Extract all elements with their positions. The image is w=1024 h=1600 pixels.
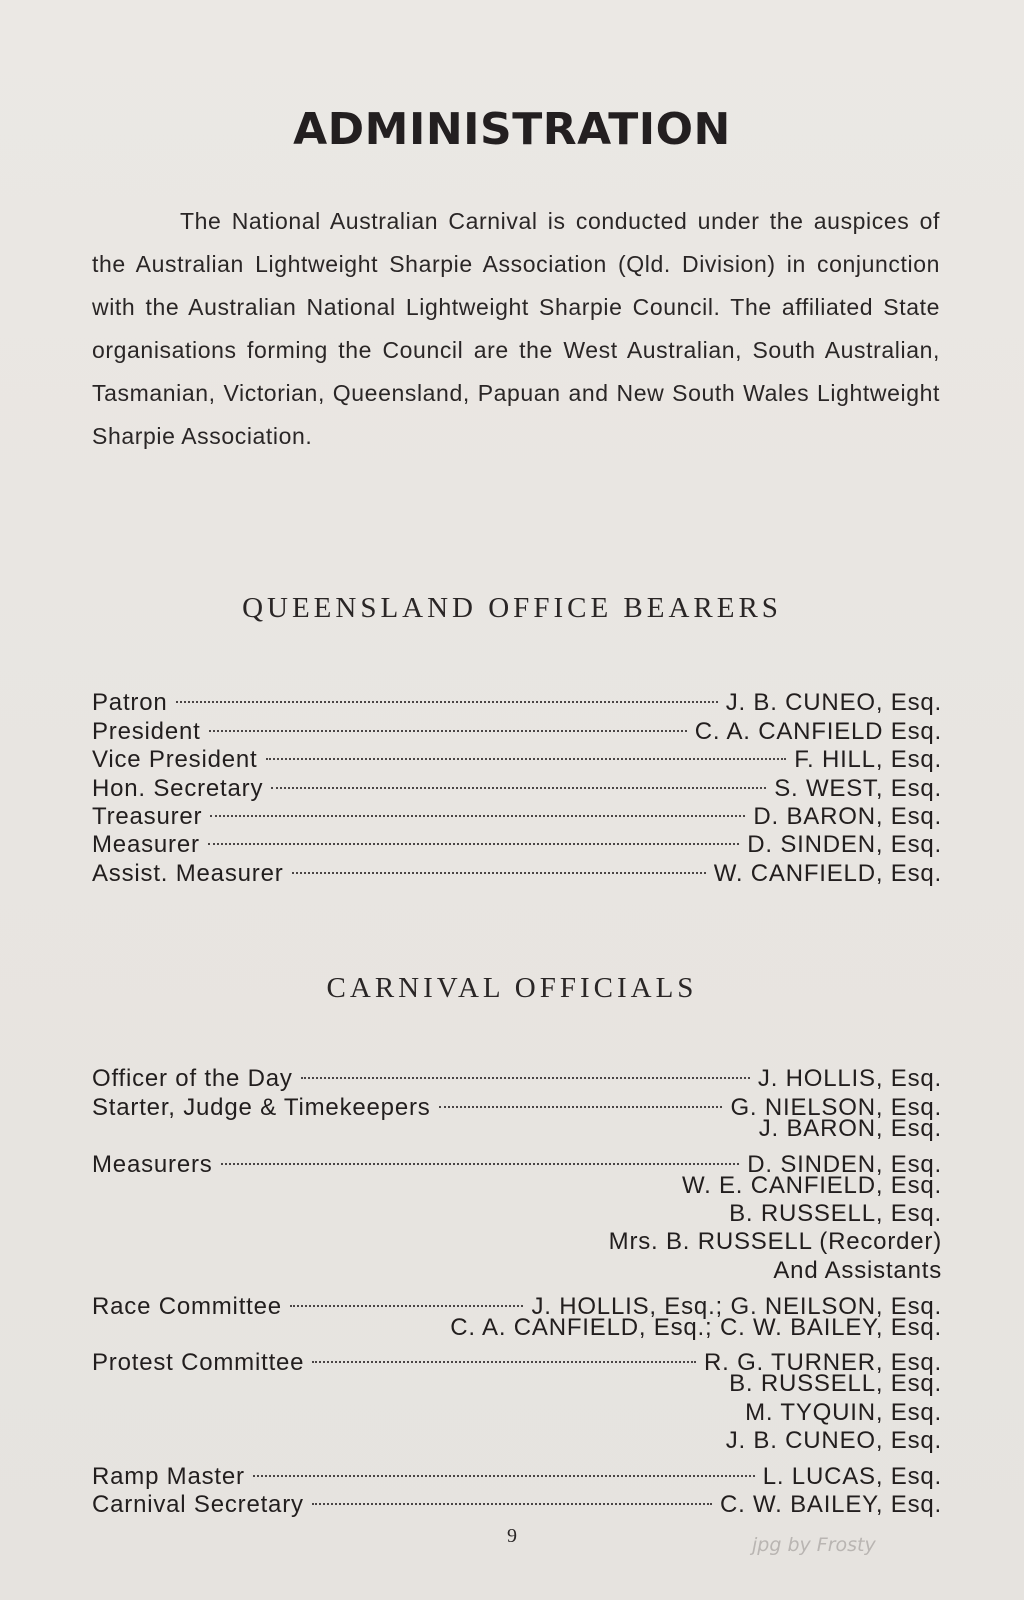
role-label: Starter, Judge & Timekeepers [92, 1093, 431, 1121]
roster-row-officer-of-the-day [92, 1058, 942, 1093]
roster-row-measurers [92, 1143, 942, 1178]
role-label: Vice President [92, 746, 258, 774]
dot-leader [209, 710, 687, 738]
role-label: Officer of the Day [92, 1065, 293, 1093]
dot-leader [312, 1342, 696, 1370]
role-label: Treasurer [92, 802, 203, 830]
dot-leader [292, 852, 706, 880]
role-label: President [92, 717, 201, 745]
role-label: Race Committee [92, 1292, 282, 1320]
person-name-continued: W. E. CANFIELD, Esq. [681, 1171, 942, 1199]
dot-leader [439, 1086, 723, 1114]
person-name: L. LUCAS, Esq. [762, 1462, 942, 1490]
roster-row-patron [92, 682, 942, 717]
role-label: Ramp Master [92, 1462, 245, 1490]
roster-row-protest-committee [92, 1342, 942, 1377]
role-label: Measurer [92, 831, 200, 859]
person-name: S. WEST, Esq. [774, 774, 942, 802]
dot-leader [290, 1285, 524, 1313]
page-number: 9 [507, 1525, 517, 1547]
person-name-continued: M. TYQUIN, Esq. [745, 1398, 942, 1426]
dot-leader [271, 767, 766, 795]
person-name-continued: B. RUSSELL, Esq. [729, 1199, 942, 1227]
person-name: J. HOLLIS, Esq.; G. NEILSON, Esq. [531, 1292, 942, 1320]
roster-row-ramp-master [92, 1455, 942, 1490]
dot-leader [301, 1058, 750, 1086]
carnival-officials-heading: CARNIVAL OFFICIALS [326, 972, 698, 1004]
person-name: W. CANFIELD, Esq. [713, 859, 942, 887]
person-name-continued: And Assistants [773, 1256, 942, 1284]
page-title: ADMINISTRATION [293, 104, 731, 155]
person-name: F. HILL, Esq. [794, 746, 942, 774]
dot-leader [221, 1143, 740, 1171]
carnival-officials-list [92, 1058, 942, 1519]
person-name-continued: C. A. CANFIELD, Esq.; C. W. BAILEY, Esq. [450, 1313, 942, 1341]
watermark-text: jpg by Frosty [752, 1534, 876, 1556]
person-name-continued: J. B. CUNEO, Esq. [725, 1427, 942, 1455]
dot-leader [176, 682, 718, 710]
person-name: D. BARON, Esq. [753, 802, 942, 830]
queensland-office-bearers-list [92, 682, 942, 887]
person-name-continued: Mrs. B. RUSSELL (Recorder) [608, 1228, 942, 1256]
intro-paragraph [92, 200, 940, 458]
person-name: G. NIELSON, Esq. [730, 1093, 942, 1121]
intro-text: The National Australian Carnival is conducted under the auspices of the Australian Lightweight Sharpie Association (Qld. Division) in conjunction with the Australian National Lightweight Sharpie Council. The affiliated State organisations forming the Council are the West Australian, South Australian, Tasmanian, Victorian, Queensland, Papuan and New South Wales Lightweight Sharpie Association. [92, 208, 940, 449]
role-label: Hon. Secretary [92, 774, 264, 802]
person-name: J. B. CUNEO, Esq. [725, 689, 942, 717]
role-label: Protest Committee [92, 1349, 305, 1377]
person-name: R. G. TURNER, Esq. [704, 1349, 942, 1377]
role-label: Assist. Measurer [92, 859, 284, 887]
role-label: Patron [92, 689, 168, 717]
dot-leader [210, 796, 745, 824]
dot-leader [266, 739, 787, 767]
queensland-heading: QUEENSLAND OFFICE BEARERS [242, 592, 782, 624]
person-name: C. W. BAILEY, Esq. [719, 1491, 942, 1519]
person-name: J. HOLLIS, Esq. [757, 1065, 942, 1093]
person-name: D. SINDEN, Esq. [747, 831, 942, 859]
person-name-continued: B. RUSSELL, Esq. [729, 1370, 942, 1398]
person-name-continued: J. BARON, Esq. [758, 1114, 942, 1142]
roster-row-race-committee [92, 1285, 942, 1320]
dot-leader [208, 824, 740, 852]
person-name: C. A. CANFIELD Esq. [694, 717, 942, 745]
role-label: Carnival Secretary [92, 1491, 304, 1519]
role-label: Measurers [92, 1150, 213, 1178]
dot-leader [253, 1455, 755, 1483]
dot-leader [312, 1484, 712, 1512]
person-name: D. SINDEN, Esq. [747, 1150, 942, 1178]
